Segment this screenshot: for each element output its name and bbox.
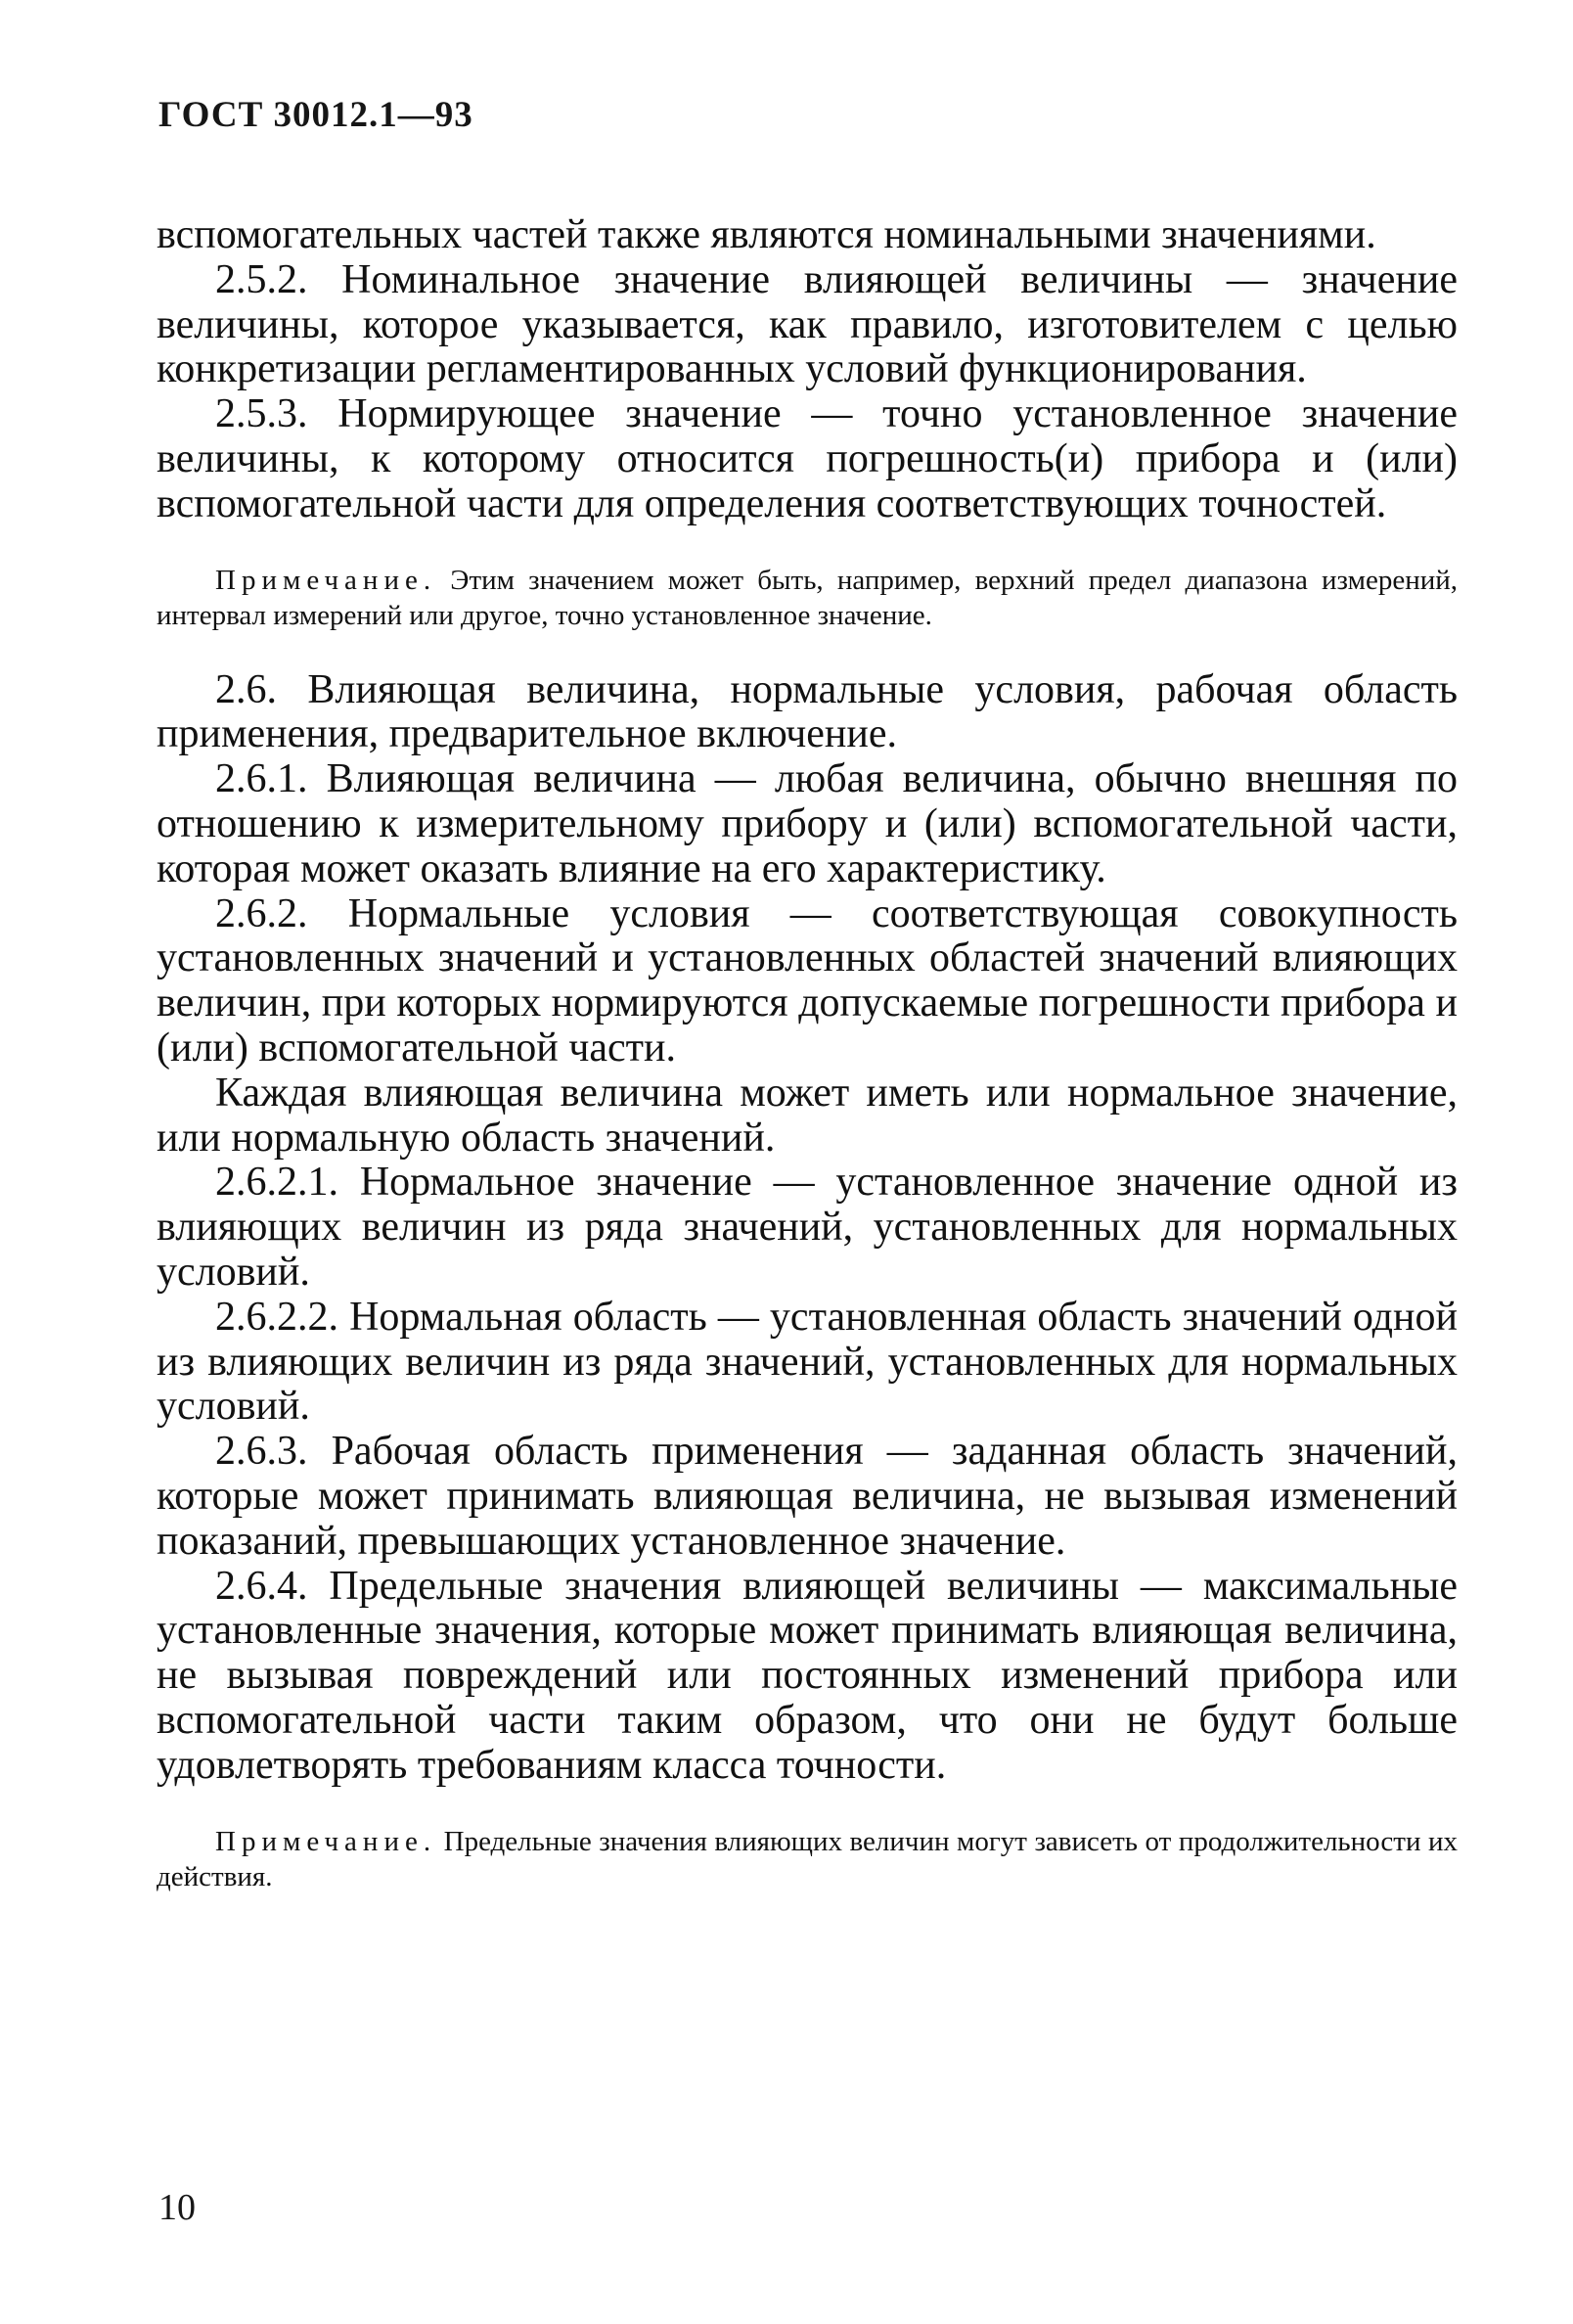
paragraph-2-5-2: 2.5.2. Номинальное значение влияющей величины — значение величины, которое указывается, как правило, изготовителем с целью конкретизации регламентированных условий функционирования. [157, 256, 1458, 392]
note-2-text: Предельные значения влияющих величин могут зависеть от продолжительности их действия. [157, 1825, 1459, 1892]
note-1-label: Примечание. [215, 564, 437, 596]
paragraph-2-6-2: 2.6.2. Нормальные условия — соответствующая совокупность установленных значений и установленных областей значений влияющих величин, при которых нормируются допускаемые погрешности прибора и (или) вспомогательной части. [157, 890, 1458, 1071]
note-1-text: Этим значением может быть, например, верхний предел диапазона измерений, интервал измерений или другое, точно установленное значение. [157, 564, 1459, 631]
paragraph-2-6: 2.6. Влияющая величина, нормальные условия, рабочая область применения, предварительное включение. [157, 666, 1458, 757]
paragraph-2-6-2-2: 2.6.2.2. Нормальная область — установленная область значений одной из влияющих величин из ряда значений, установленных для нормальных условий. [157, 1294, 1458, 1430]
note-2-label: Примечание. [215, 1825, 437, 1857]
paragraph-2-6-4: 2.6.4. Предельные значения влияющей величины — максимальные установленные значения, которые может принимать влияющая величина, не вызывая повреждений или постоянных изменений прибора или вспомогательной части таким образом, что они не будут больше удовлетворять требованиям класса точности. [157, 1563, 1458, 1788]
paragraph-2-5-3: 2.5.3. Нормирующее значение — точно установленное значение величины, к которому относится погрешность(и) прибора и (или) вспомогательной части для определения соответствующих точностей. [157, 391, 1458, 526]
document-header: ГОСТ 30012.1—93 [158, 95, 473, 135]
page-number: 10 [158, 2187, 196, 2228]
paragraph-2-6-3: 2.6.3. Рабочая область применения — заданная область значений, которые может принимать влияющая величина, не вызывая изменений показаний, превышающих установленное значение. [157, 1429, 1458, 1564]
note-1 [157, 563, 1458, 633]
paragraph-2-6-2-1: 2.6.2.1. Нормальное значение — установленное значение одной из влияющих величин из ряда значений, установленных для нормальных условий. [157, 1160, 1458, 1295]
paragraph-2-6-2-addendum: Каждая влияющая величина может иметь или нормальное значение, или нормальную область значений. [157, 1070, 1458, 1161]
document-body [157, 213, 1458, 1894]
paragraph-continuation: вспомогательных частей также являются номинальными значениями. [157, 212, 1376, 257]
note-2 [157, 1824, 1458, 1894]
paragraph-2-6-1: 2.6.1. Влияющая величина — любая величина, обычно внешняя по отношению к измерительному прибору и (или) вспомогательной части, которая может оказать влияние на его характеристику. [157, 756, 1458, 891]
